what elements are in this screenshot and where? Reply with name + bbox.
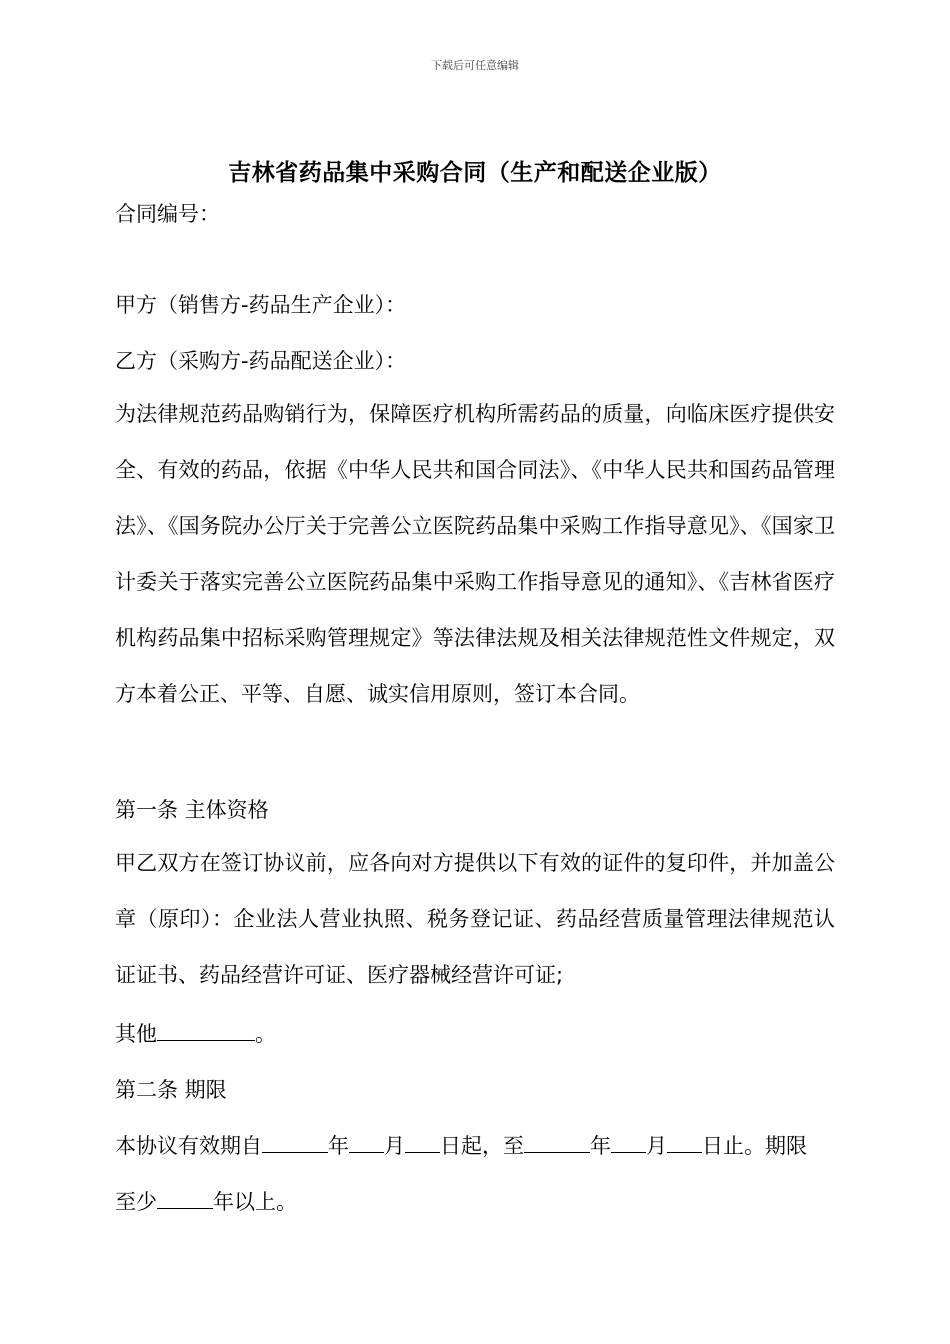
end-year-blank[interactable] xyxy=(524,1134,590,1153)
period-seg1: 本协议有效期自 xyxy=(115,1134,262,1158)
period-seg4: 日起，至 xyxy=(440,1134,524,1158)
party-b-label: 乙方（采购方-药品配送企业）： xyxy=(115,349,407,373)
article2-period-line xyxy=(115,1130,835,1160)
period-seg6: 月 xyxy=(646,1134,667,1158)
min-years-blank[interactable] xyxy=(157,1190,213,1209)
article2-min-line xyxy=(115,1186,835,1216)
article1-text: 甲乙双方在签订协议前，应各向对方提供以下有效的证件的复印件，并加盖公章（原印）：企业法人营业执照、税务登记证、药品经营质量管理法律规范认证证书、药品经营许可证、医疗器械经营许可证; xyxy=(115,851,835,987)
period-seg9: 年以上。 xyxy=(213,1190,297,1214)
preamble-paragraph: 为法律规范药品购销行为，保障医疗机构所需药品的质量，向临床医疗提供安全、有效的药品，依据《中华人民共和国合同法》、《中华人民共和国药品管理法》、《国务院办公厅关于完善公立医院药品集中采购工作指导意见》、《国家卫计委关于落实完善公立医院药品集中采购工作指导意见的通知》、《吉林省医疗机构药品集中招标采购管理规定》等法律法规及相关法律规范性文件规定，双方本着公正、平等、自愿、诚实信用原则，签订本合同。 xyxy=(115,402,835,706)
article1-heading: 第一条 主体资格 xyxy=(115,798,269,822)
other-prefix: 其他 xyxy=(115,1022,157,1046)
document-title: 吉林省药品集中采购合同（生产和配送企业版） xyxy=(228,160,722,186)
other-suffix: 。 xyxy=(255,1022,276,1046)
party-a-label: 甲方（销售方-药品生产企业）： xyxy=(115,293,407,317)
article1-other-line xyxy=(115,1018,835,1048)
period-seg5: 年 xyxy=(590,1134,611,1158)
start-month-blank[interactable] xyxy=(349,1134,384,1153)
other-blank[interactable] xyxy=(157,1022,255,1041)
contract-number-label: 合同编号： xyxy=(115,202,220,226)
period-seg8: 至少 xyxy=(115,1190,157,1214)
period-seg2: 年 xyxy=(328,1134,349,1158)
period-seg7: 日止。期限 xyxy=(702,1134,807,1158)
article2-heading: 第二条 期限 xyxy=(115,1078,227,1102)
start-year-blank[interactable] xyxy=(262,1134,328,1153)
period-seg3: 月 xyxy=(384,1134,405,1158)
end-day-blank[interactable] xyxy=(667,1134,702,1153)
start-day-blank[interactable] xyxy=(405,1134,440,1153)
header-note: 下载后可任意编辑 xyxy=(431,59,519,72)
end-month-blank[interactable] xyxy=(611,1134,646,1153)
